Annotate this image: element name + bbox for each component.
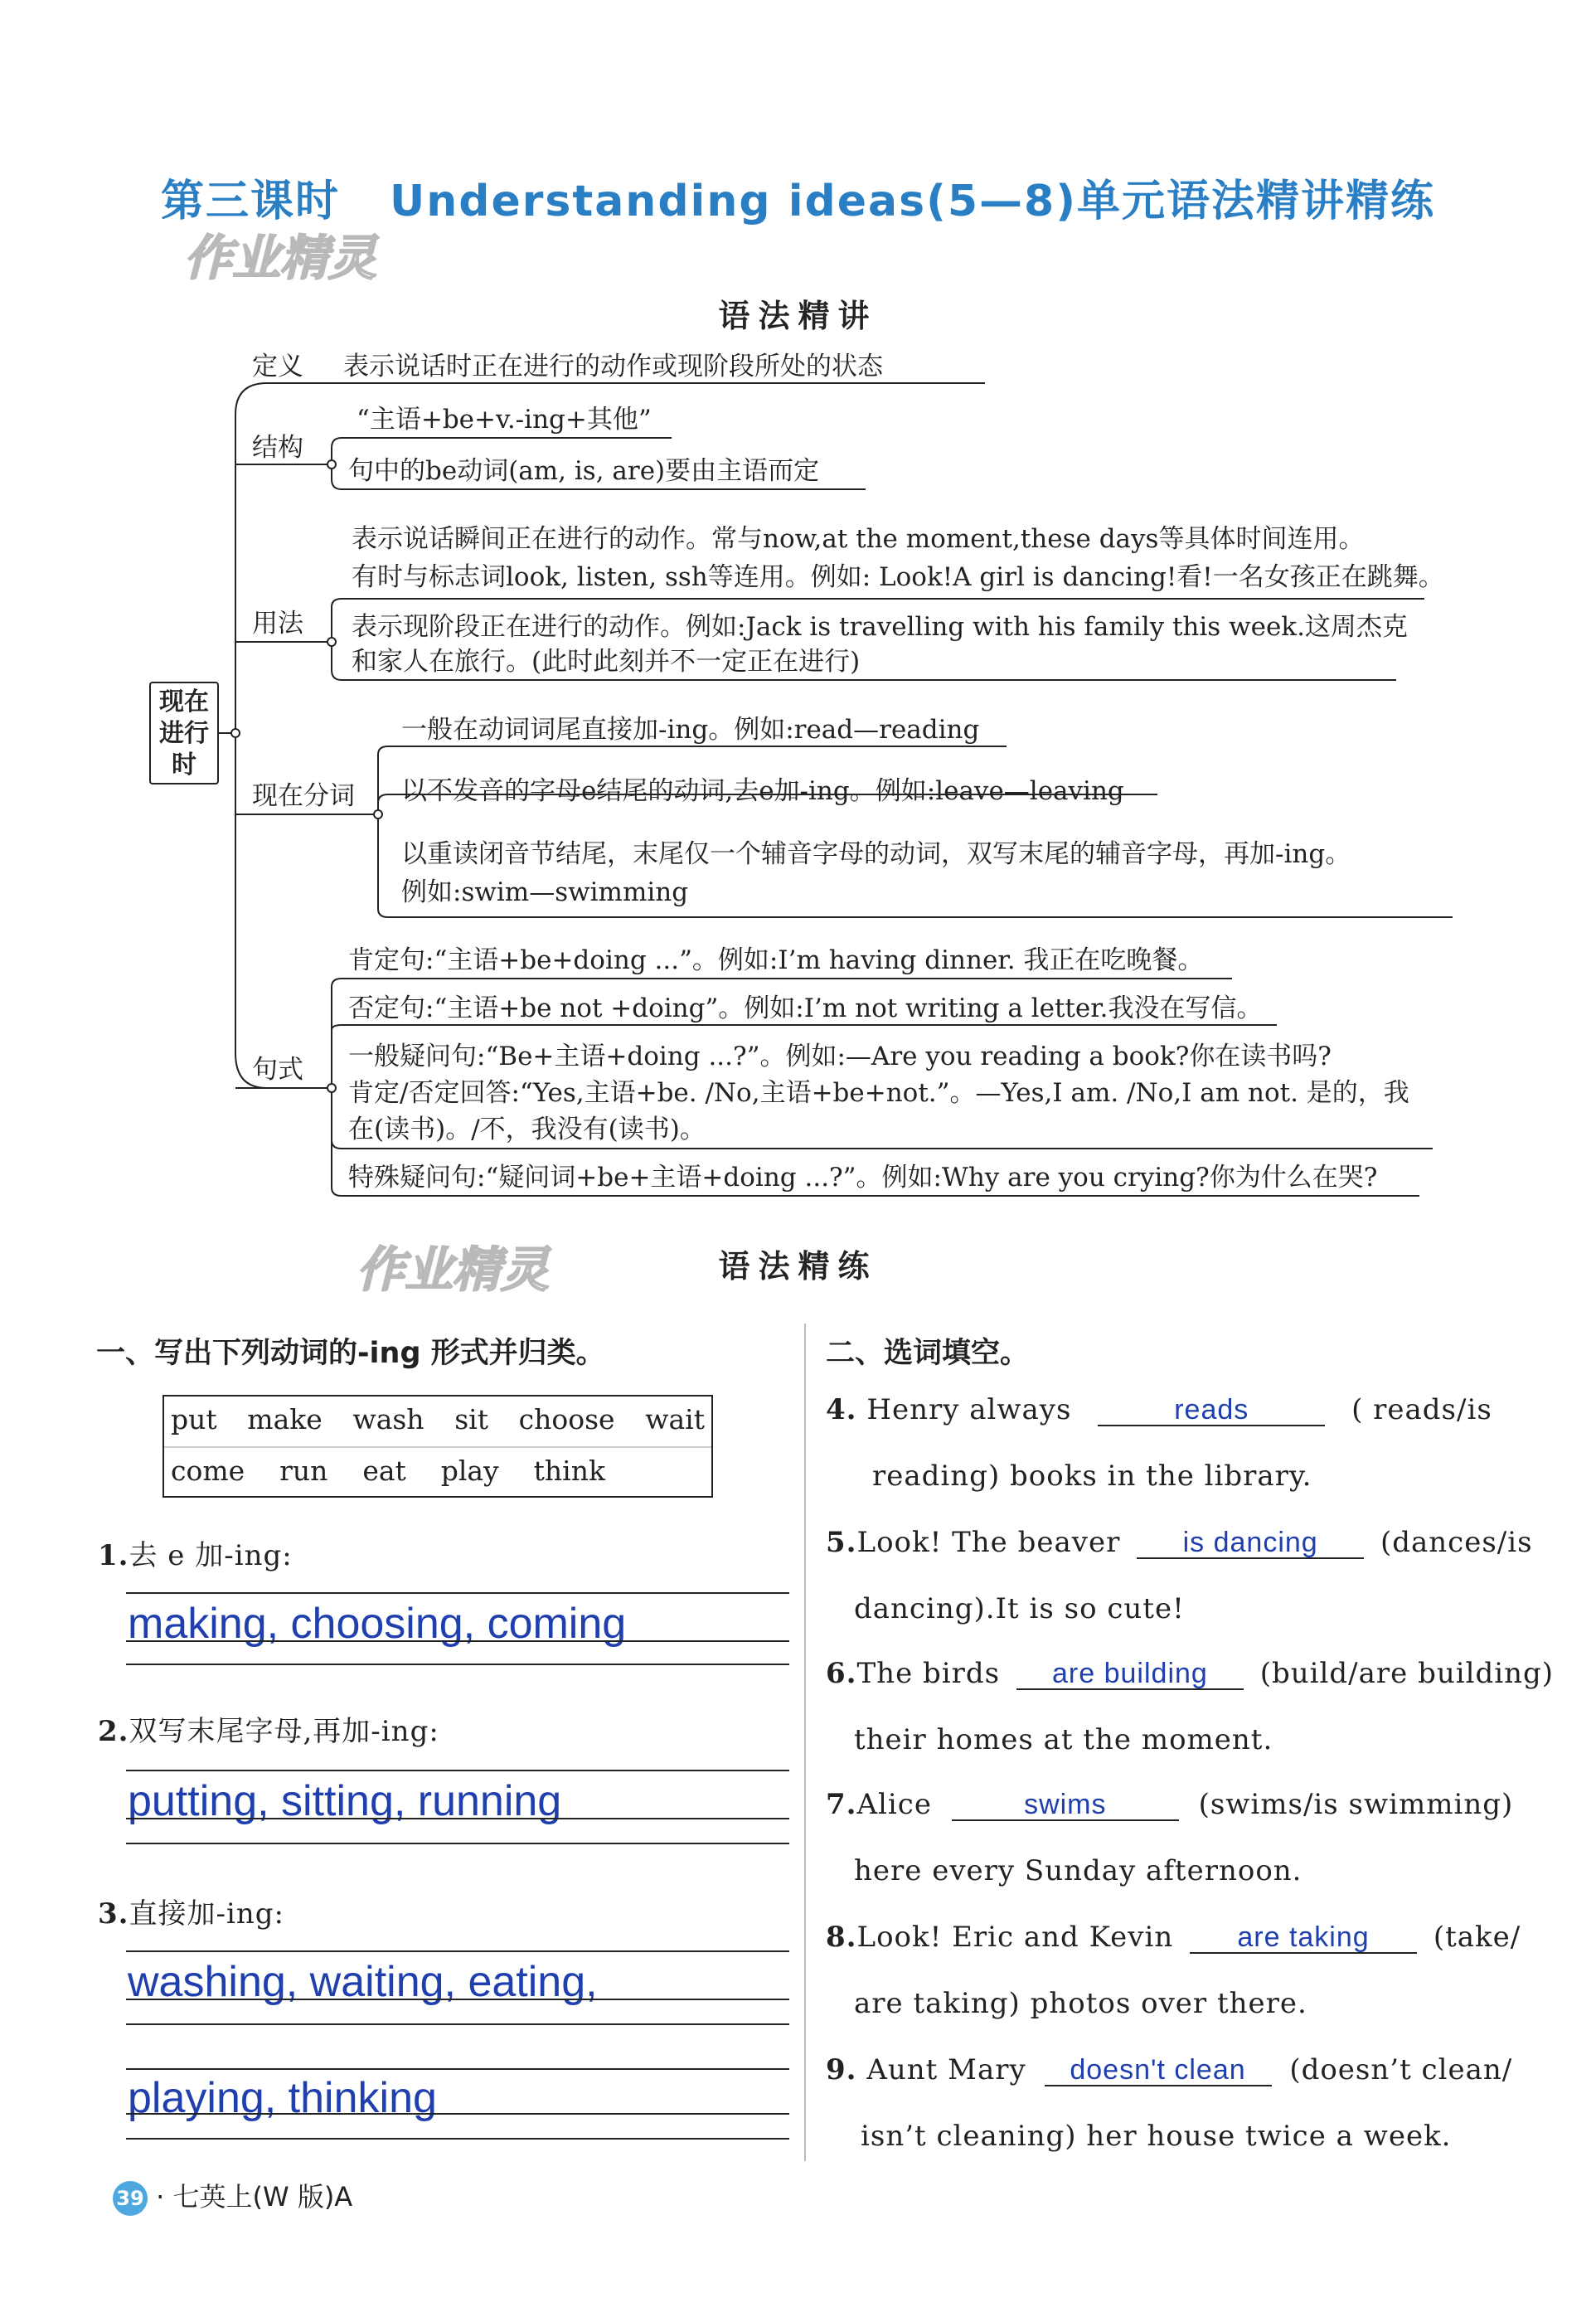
question-number: 9. <box>826 2053 857 2086</box>
question-1 <box>98 1533 293 1573</box>
definition-text: 表示说话时正在进行的动作或现阶段所处的状态 <box>343 352 883 381</box>
question-text: Aunt Mary <box>866 2053 1026 2086</box>
question-text: Henry always <box>866 1393 1072 1426</box>
root-line-3: 时 <box>172 750 196 780</box>
question-text: The birds <box>856 1657 1001 1690</box>
verb-word: make <box>247 1403 323 1435</box>
branch-label-definition: 定义 <box>252 352 303 381</box>
question-options: ( reads/is <box>1351 1393 1492 1426</box>
question-6-continued: their homes at the moment. <box>854 1723 1273 1756</box>
question-number: 4. <box>826 1393 857 1426</box>
verb-word: come <box>171 1455 245 1487</box>
verb-word: run <box>279 1455 328 1487</box>
structure-item-be-verb: 句中的be动词(am, is, are)要由主语而定 <box>348 456 820 486</box>
question-number: 1. <box>98 1539 129 1572</box>
verb-word: put <box>171 1403 217 1435</box>
usage-item-2-line-1: 表示现阶段正在进行的动作。例如:Jack is travelling with his family this week.这周杰克 <box>352 612 1408 642</box>
question-5 <box>826 1526 1533 1559</box>
question-number: 8. <box>826 1921 857 1954</box>
writing-line <box>126 1592 789 1594</box>
verb-word: wash <box>352 1403 424 1435</box>
question-text: 双写末尾字母,再加-ing: <box>129 1715 439 1748</box>
question-text: 去 e 加-ing: <box>129 1539 293 1572</box>
lesson-number: 第三课时 <box>161 177 341 226</box>
question-text: Alice <box>856 1788 932 1821</box>
verb-word: sit <box>454 1403 488 1435</box>
writing-line <box>126 1999 789 2000</box>
verb-box-row-1 <box>164 1403 711 1435</box>
verb-word: think <box>533 1455 605 1487</box>
branch-label-usage: 用法 <box>252 609 303 639</box>
question-number: 6. <box>826 1657 857 1690</box>
writing-line <box>126 1843 789 1844</box>
watermark-logo: 作业精灵 <box>184 230 377 286</box>
question-4 <box>826 1393 1492 1426</box>
answer-blank-9[interactable]: doesn't clean <box>1045 2055 1272 2086</box>
question-options: (take/ <box>1433 1921 1521 1954</box>
verb-box-row-2 <box>164 1455 612 1487</box>
verb-box-divider <box>164 1446 711 1448</box>
writing-line <box>126 2068 789 2070</box>
question-number: 3. <box>98 1897 129 1931</box>
page-number-badge: 39 <box>113 2181 148 2216</box>
structure-item-formula: “主语+be+v.-ing+其他” <box>357 405 652 435</box>
question-text: 直接加-ing: <box>129 1897 284 1931</box>
writing-line <box>126 1640 789 1642</box>
question-2 <box>98 1708 439 1749</box>
branch-label-sentence-patterns: 句式 <box>252 1055 303 1085</box>
participle-rule-3-line-2: 例如:swim—swimming <box>401 877 689 907</box>
branch-label-structure: 结构 <box>252 433 303 463</box>
verb-word: wait <box>645 1403 705 1435</box>
question-6 <box>826 1657 1554 1690</box>
question-7-continued: here every Sunday afternoon. <box>854 1854 1303 1887</box>
sentence-yes-no-question-line-1: 一般疑问句:“Be+主语+doing ...?”。例如:—Are you reading a book?你在读书吗? <box>348 1042 1332 1071</box>
book-label: · 七英上(W 版)A <box>156 2181 353 2213</box>
answer-blank-5[interactable]: is dancing <box>1137 1528 1364 1559</box>
participle-rule-3-line-1: 以重读闭音节结尾，末尾仅一个辅音字母的动词，双写末尾的辅音字母，再加-ing。 <box>401 839 1351 869</box>
sentence-affirmative: 肯定句:“主语+be+doing ...”。例如:I’m having dinner. 我正在吃晚餐。 <box>348 945 1204 975</box>
participle-rule-1: 一般在动词词尾直接加-ing。例如:read—reading <box>401 715 980 745</box>
question-8 <box>826 1921 1521 1954</box>
question-number: 2. <box>98 1715 129 1748</box>
writing-line <box>126 2113 789 2115</box>
sentence-wh-question: 特殊疑问句:“疑问词+be+主语+doing ...?”。例如:Why are you crying?你为什么在哭? <box>348 1163 1378 1193</box>
verb-word: play <box>440 1455 499 1487</box>
section-heading-grammar-lecture: 语法精讲 <box>718 298 878 334</box>
question-options: (swims/is swimming) <box>1198 1788 1514 1821</box>
sentence-negative: 否定句:“主语+be not +doing”。例如:I’m not writing a letter.我没在写信。 <box>348 993 1263 1023</box>
part1-heading: 一、写出下列动词的-ing 形式并归类。 <box>96 1337 605 1370</box>
question-9-continued: isn’t cleaning) her house twice a week. <box>861 2120 1452 2153</box>
writing-line <box>126 2023 789 2025</box>
question-number: 7. <box>826 1788 857 1821</box>
writing-line <box>126 2138 789 2140</box>
participle-rule-2: 以不发音的字母e结尾的动词,去e加-ing。例如:leave—leaving <box>401 776 1124 806</box>
usage-item-1-line-1: 表示说话瞬间正在进行的动作。常与now,at the moment,these days等具体时间连用。 <box>352 524 1365 554</box>
question-options: (build/are building) <box>1259 1657 1555 1690</box>
answer-blank-6[interactable]: are building <box>1016 1659 1244 1690</box>
question-text: Look! Eric and Kevin <box>856 1921 1174 1954</box>
mindmap-root <box>149 682 219 784</box>
answer-3-line-1[interactable]: washing, waiting, eating, <box>128 1958 598 2006</box>
verb-word: choose <box>518 1403 615 1435</box>
question-number: 5. <box>826 1526 857 1559</box>
question-options: (doesn’t clean/ <box>1289 2053 1513 2086</box>
question-8-continued: are taking) photos over there. <box>854 1987 1307 2020</box>
answer-1[interactable]: making, choosing, coming <box>128 1600 627 1648</box>
question-5-continued: dancing).It is so cute! <box>854 1592 1185 1625</box>
question-9 <box>826 2053 1512 2086</box>
column-divider <box>804 1324 806 2161</box>
page-footer <box>113 2176 352 2216</box>
sentence-yes-no-question-line-2: 肯定/否定回答:“Yes,主语+be. /No,主语+be+not.”。—Yes,I am. /No,I am not. 是的，我 <box>348 1078 1409 1108</box>
root-line-2: 进行 <box>159 719 209 748</box>
answer-2[interactable]: putting, sitting, running <box>128 1777 562 1825</box>
branch-label-present-participle: 现在分词 <box>252 781 355 811</box>
root-line-1: 现在 <box>159 687 209 716</box>
writing-line <box>126 1818 789 1819</box>
part2-heading: 二、选词填空。 <box>826 1337 1030 1370</box>
verb-word-box <box>163 1395 713 1498</box>
usage-item-1-line-2: 有时与标志词look, listen, ssh等连用。例如: Look!A girl is dancing!看!一名女孩正在跳舞。 <box>352 562 1444 592</box>
section-heading-grammar-practice: 语法精练 <box>718 1248 878 1285</box>
sentence-yes-no-question-line-3: 在(读书)。/不，我没有(读书)。 <box>348 1115 706 1144</box>
writing-line <box>126 1770 789 1771</box>
writing-line <box>126 1664 789 1665</box>
question-7 <box>826 1788 1513 1821</box>
answer-blank-4[interactable]: reads <box>1098 1395 1325 1426</box>
question-options: (dances/is <box>1380 1526 1533 1559</box>
verb-word: eat <box>362 1455 406 1487</box>
question-4-continued: reading) books in the library. <box>872 1460 1312 1493</box>
watermark-logo-2: 作业精灵 <box>357 1241 550 1298</box>
answer-blank-8[interactable]: are taking <box>1190 1922 1417 1954</box>
writing-line <box>126 1950 789 1952</box>
question-3 <box>98 1891 284 1931</box>
answer-blank-7[interactable]: swims <box>952 1790 1179 1821</box>
question-text: Look! The beaver <box>856 1526 1121 1559</box>
lesson-title: Understanding ideas(5—8)单元语法精讲精练 <box>390 177 1435 226</box>
answer-3-line-2[interactable]: playing, thinking <box>128 2074 437 2122</box>
usage-item-2-line-2: 和家人在旅行。(此时此刻并不一定正在进行) <box>352 647 861 677</box>
